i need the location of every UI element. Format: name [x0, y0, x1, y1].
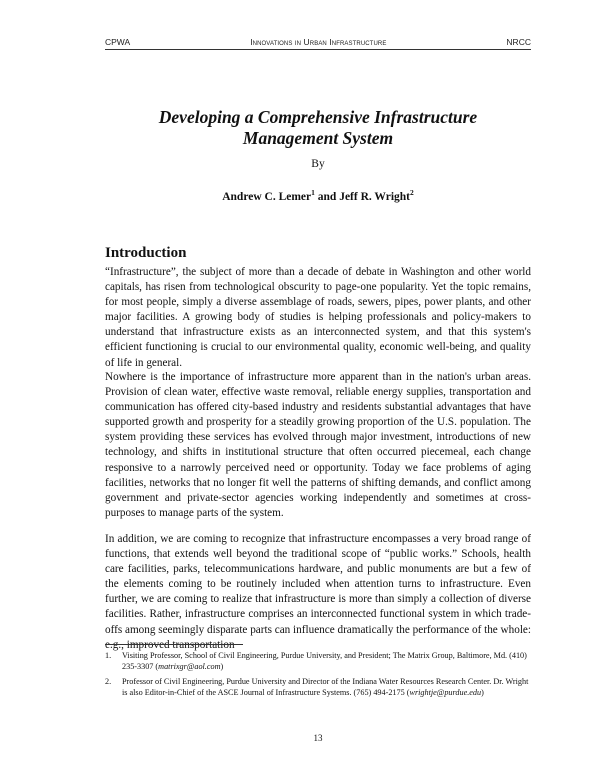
footnote-1-number: 1.	[105, 651, 112, 660]
byline: By	[311, 158, 325, 170]
title-line-2: Management System	[242, 128, 394, 148]
footnote-1	[105, 650, 531, 672]
page-number: 13	[313, 733, 323, 743]
author-1: Andrew C. Lemer	[222, 190, 312, 203]
header-rule	[105, 49, 531, 50]
footnote-1-email: matrixgr@aol.com	[158, 662, 221, 671]
footnote-2-number: 2.	[105, 677, 112, 686]
footnote-1-text: Visiting Professor, School of Civil Engineering, Purdue University, and President; The Matrix Group, Baltimore, Md. (410) 235-3307 (	[122, 651, 527, 671]
running-header	[105, 37, 531, 47]
footnote-2-close: )	[481, 688, 484, 697]
paragraph-3: In addition, we are coming to recognize that infrastructure encompasses a very broad range of functions, that extends well beyond the traditional scope of “public works.” Schools, health care facilities, parks, telecommunications hardware, and public monuments are but a few of the elements coming to be routinely included when attention turns to infrastructure. Even further, we are coming to realize that infrastructure is more than simply a collection of diverse facilities. Rather, infrastructure comprises an interconnected functional system in which trade-offs among seemingly disparate parts can influence dramatically the performance of the whole: e.g., improved transportation	[105, 533, 531, 651]
header-right: NRCC	[506, 37, 531, 47]
author-2: Jeff R. Wright	[339, 190, 410, 203]
header-left: CPWA	[105, 37, 131, 47]
author-1-footnote-mark: 1	[311, 188, 315, 197]
footnote-rule	[105, 644, 243, 645]
paper-title	[105, 107, 531, 149]
header-center: Innovations in Urban Infrastructure	[250, 37, 387, 47]
paragraph-2: Nowhere is the importance of infrastructure more apparent than in the nation's urban areas. Provision of clean water, effective waste removal, reliable energy supplies, transportation and communication has offered city-based industry and residents substantial advantages that have supported growth and prosperity for a steadily growing proportion of the U.S. population. The system providing these services has evolved through major investment, introductions of new technology, and shifts in institutional structure that often occurred piecemeal, each change responsive to a narrowly perceived need or opportunity. Today we face problems of aging facilities, networks that no longer fit well the patterns of shifting demands, and conflict among government and private-sector agencies working independently and sometimes at cross-purposes to manage parts of the system.	[105, 371, 531, 519]
author-conjunction: and	[314, 190, 340, 203]
footnotes	[105, 650, 531, 702]
author-2-footnote-mark: 2	[410, 188, 414, 197]
paragraph-1: “Infrastructure”, the subject of more than a decade of debate in Washington and other world capitals, has risen from technological obscurity to page-one popularity. Yet the topic remains, for most people, simply a diverse assemblage of roads, sewers, pipes, power plants, and other major facilities. A growing body of studies is helping professionals and policy-makers to understand that infrastructure exists as an interconnected system, and that this system's efficient functioning is crucial to our environmental quality, economic well-being, and quality of life in general.	[105, 266, 531, 369]
footnote-1-close: )	[220, 662, 224, 671]
footnote-2-email: wrightje@purdue.edu	[409, 688, 482, 697]
footnote-2	[105, 676, 531, 698]
section-heading-introduction: Introduction	[105, 245, 187, 261]
title-line-1: Developing a Comprehensive Infrastructure	[158, 107, 478, 127]
authors	[105, 188, 531, 203]
footnote-2-text: Professor of Civil Engineering, Purdue University and Director of the Indiana Water Resources Research Center. Dr. Wright is also Editor-in-Chief of the ASCE Journal of Infrastructure Systems. (765) 494-2175 (	[122, 677, 529, 697]
